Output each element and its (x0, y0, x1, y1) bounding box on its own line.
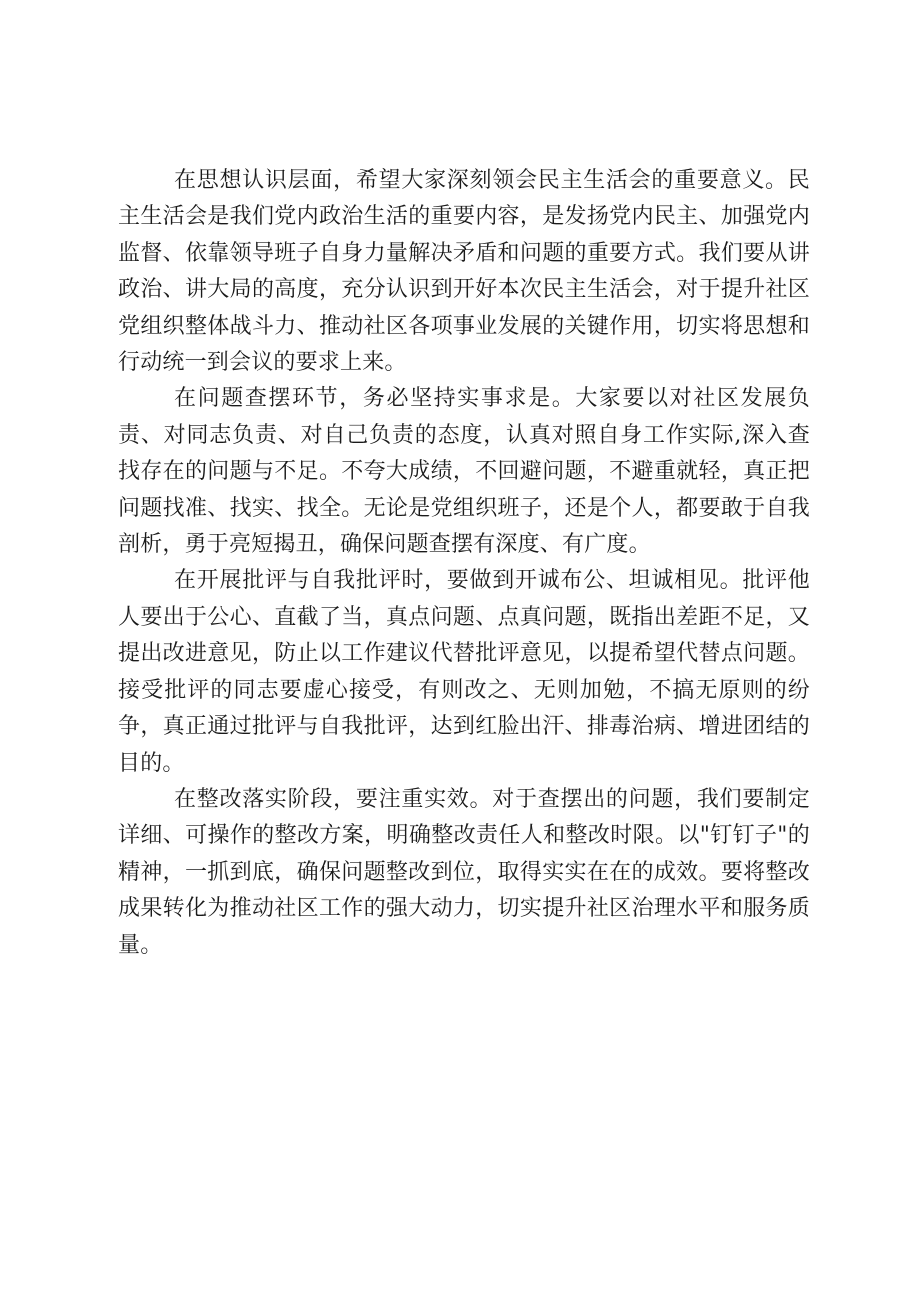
paragraph-criticism: 在开展批评与自我批评时，要做到开诚布公、坦诚相见。批评他人要出于公心、直截了当，真点问题、点真问题，既指出差距不足，又提出改进意见，防止以工作建议代替批评意见，以提希望代替点问题。接受批评的同志要虚心接受，有则改之、无则加勉，不搞无原则的纷争，真正通过批评与自我批评，达到红脸出汗、排毒治病、增进团结的目的。 (118, 568, 810, 776)
paragraph-thinking: 在思想认识层面，希望大家深刻领会民主生活会的重要意义。民主生活会是我们党内政治生活的重要内容，是发扬党内民主、加强党内监督、依靠领导班子自身力量解决矛盾和问题的重要方式。我们要从讲政治、讲大局的高度，充分认识到开好本次民主生活会，对于提升社区党组织整体战斗力、推动社区各项事业发展的关键作用，切实将思想和行动统一到会议的要求上来。 (118, 168, 810, 376)
paragraph-problem-check: 在问题查摆环节，务必坚持实事求是。大家要以对社区发展负责、对同志负责、对自己负责的态度，认真对照自身工作实际,深入查找存在的问题与不足。不夸大成绩，不回避问题，不避重就轻，真正把问题找准、找实、找全。无论是党组织班子，还是个人，都要敢于自我剖析，勇于亮短揭丑，确保问题查摆有深度、有广度。 (118, 386, 810, 558)
paragraph-rectification: 在整改落实阶段，要注重实效。对于查摆出的问题，我们要制定详细、可操作的整改方案，明确整改责任人和整改时限。以"钉钉子"的精神，一抓到底，确保问题整改到位，取得实实在在的成效。要将整改成果转化为推动社区工作的强大动力，切实提升社区治理水平和服务质量。 (118, 786, 810, 958)
document-body (118, 163, 810, 964)
